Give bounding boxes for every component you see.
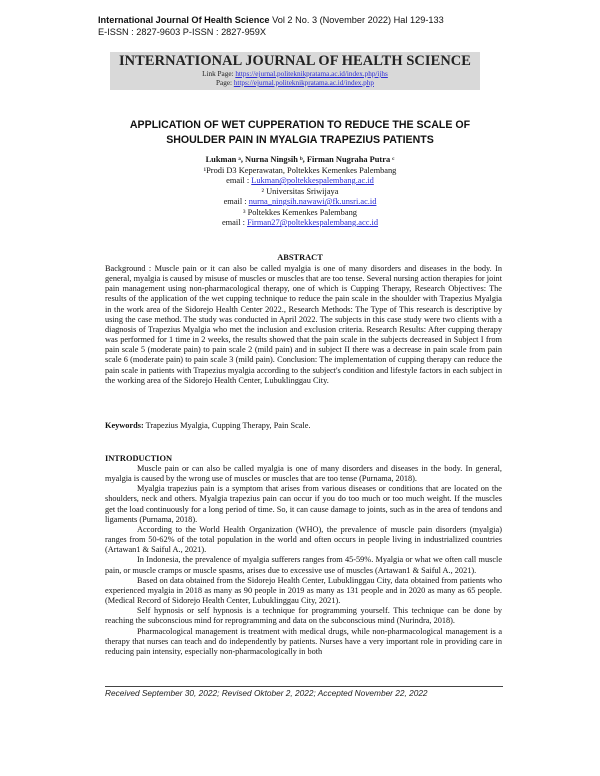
abstract-text: Background : Muscle pain or it can also be called myalgia is one of many disorders and diseases in the body. In general, myalgia is caused by misuse of muscles or muscles that are too tense. Several nursing action therapies for joint pain management using non-pharmacological therapy, one of which is Cupping Therapy, Research Objectives: The results of the application of the wet cupping technique to reduce the pain scale in the shoulder with Trapezius Myalgia in the work area of the Sidorejo Health Center 2022., Research Methods: The Type of This research is descriptive by using the case method. The study was conducted in April 2022. The subjects in this case study were two clients with a diagnosis of Trapezius Myalgia who met the inclusion and exclusion criteria. Research Results: After cupping therapy was performed for 1 time in 2 weeks, the results showed that the pain scale in the subjects decreased in Subject I from pain scale 5 (moderate pain) to pain scale 2 (mild pain) and in subject II there was a decrease in pain scale from pain scale 6 (moderate pain) to pain scale 3 (mild pain). Conclusion: The implementation of cupping therapy can reduce the pain scale in patients with Trapezius myalgia according to the subject's condition and lifestyle factors in each subject in the working area of the Sidorejo Health Center, Lubuklinggau City. (105, 264, 502, 385)
affiliation-1: ¹Prodi D3 Keperawatan, Poltekkes Kemenkes Palembang (203, 165, 397, 175)
journal-name: International Journal Of Health Science (98, 15, 270, 25)
intro-paragraph: Muscle pain or can also be called myalgia is one of many disorders and diseases in the body. In general, myalgia is caused by the wrong use of muscles or muscles that are too tense (Purnama, 2018). (105, 464, 502, 484)
running-header (98, 14, 444, 38)
link-page-url[interactable]: https://ejurnal.politeknikpratama.ac.id/index.php/ijhs (235, 70, 388, 78)
intro-paragraph: Myalgia trapezius pain is a symptom that arises from various diseases or conditions that are located on the shoulders, neck and others. Myalgia trapezius pain can occur if you do too much or too much weight. If the muscles get the load continuously for a long period of time. So, it can cause damage to joints, such as in the area of tendons and ligaments (Purnama, 2018). (105, 484, 502, 524)
affiliation-2: ² Universitas Sriwijaya (261, 186, 339, 196)
email-label-2: email : (223, 197, 247, 206)
paper-title-line-2: SHOULDER PAIN IN MYALGIA TRAPEZIUS PATIENTS (166, 134, 434, 146)
received-dates: Received September 30, 2022; Revised Oktober 2, 2022; Accepted November 22, 2022 (105, 688, 428, 698)
email-link-1[interactable]: Lukman@poltekkespalembang.ac.id (251, 176, 374, 185)
affiliation-3: ³ Poltekkes Kemenkes Palembang (243, 207, 357, 217)
paper-title (110, 118, 490, 148)
email-label-3: email : (221, 218, 245, 227)
email-label-1: email : (226, 176, 250, 185)
keywords-label: Keywords: (105, 421, 144, 430)
introduction-body (105, 464, 502, 657)
issn-line: E-ISSN : 2827-9603 P-ISSN : 2827-959X (98, 27, 267, 37)
intro-paragraph: In Indonesia, the prevalence of myalgia sufferers ranges from 45-59%. Myalgia or what we often call muscle pain, or muscle cramps or muscle spasms, arises due to excessive use of muscles (Artawan1 & Saiful A., 2021). (105, 555, 502, 575)
page-label: Page: (216, 79, 233, 87)
footer-divider (105, 686, 503, 687)
author-names: Lukman ᵃ, Nurna Ningsih ᵇ, Firman Nugraha Putra ᶜ (205, 155, 395, 164)
introduction-heading: INTRODUCTION (105, 454, 173, 463)
author-block (110, 155, 490, 229)
email-link-3[interactable]: Firman27@poltekkespalembang.acc.id (247, 218, 379, 227)
intro-paragraph: Based on data obtained from the Sidorejo Health Center, Lubuklinggau City, data obtained from patients who experienced myalgia in 2018 as many as 90 people in 2019 as many as 131 people and in 2020 as many as 65 people. (Medical Record of Sidorejo Health Center, Lubuklinggau City, 2021). (105, 575, 502, 606)
email-link-2[interactable]: nurna_ningsih.nawawi@fk.unsri.ac.id (248, 197, 377, 206)
intro-paragraph: According to the World Health Organization (WHO), the prevalence of muscle pain disorders (myalgia) ranges from 50-62% of the total population in the world and often occurs in people living in industrialized countries (Artawan1 & Saiful A., 2021). (105, 524, 502, 555)
volume-info: Vol 2 No. 3 (November 2022) Hal 129-133 (272, 15, 444, 25)
keywords-line (105, 421, 502, 430)
link-page-label: Link Page: (202, 70, 234, 78)
intro-paragraph: Pharmacological management is treatment with medical drugs, while non-pharmacological management is a therapy that nurses can teach and do independently by patients. Nurses have a very important role in providing care in reducing pain intensity, especially non-pharmacologically in both (105, 626, 502, 656)
keywords-text: Trapezius Myalgia, Cupping Therapy, Pain Scale. (143, 421, 311, 430)
paper-title-line-1: APPLICATION OF WET CUPPERATION TO REDUCE THE SCALE OF (129, 119, 471, 131)
page-url[interactable]: https://ejurnal.politeknikpratama.ac.id/index.php (233, 79, 374, 87)
intro-paragraph: Self hypnosis or self hypnosis is a technique for programming yourself. This technique can be done by reaching the subconscious mind for reprogramming and data on the subconscious mind (Nurindra, 2018). (105, 606, 502, 626)
journal-title: INTERNATIONAL JOURNAL OF HEALTH SCIENCE (118, 53, 471, 69)
abstract-heading: ABSTRACT (277, 253, 323, 262)
banner-links (110, 70, 480, 88)
journal-citation-line (98, 14, 444, 26)
